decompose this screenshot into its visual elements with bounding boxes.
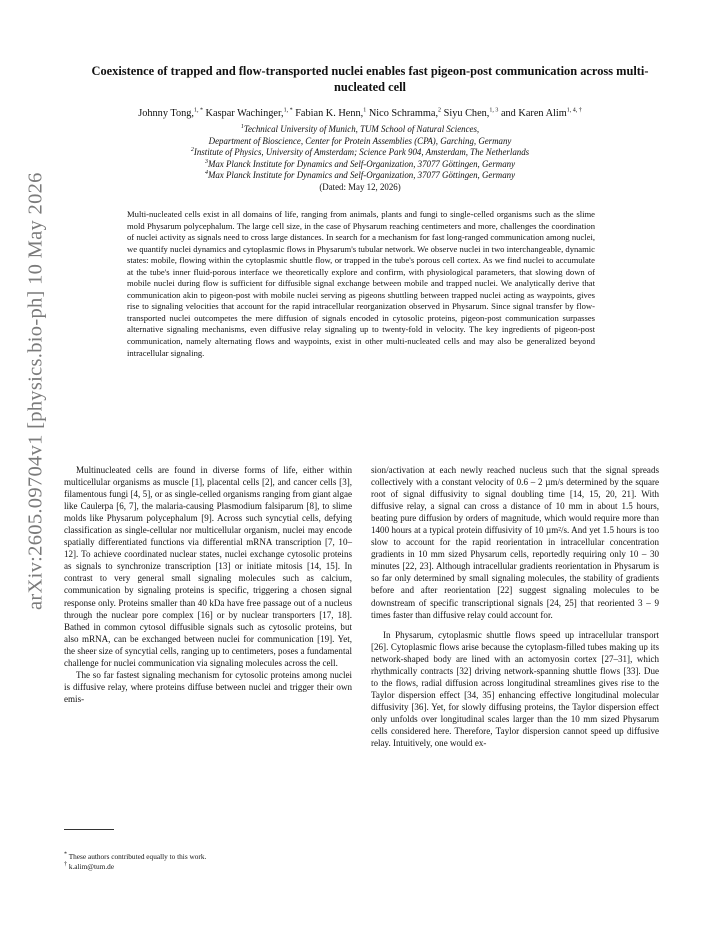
author: Siyu Chen,$^{1, 3}$ — [443, 107, 499, 119]
author-list — [60, 107, 660, 121]
abstract: Multi-nucleated cells exist in all domains of life, ranging from animals, plants and fungi to single-celled organisms such as the slime mold Physarum polycephalum. The large cell size, in the case of Physarum reaching centimeters and more, challenges the coordination of nuclei activity as signals need to cross large distances. In search for a mechanism for fast long-ranged communication among nuclei, we quantify nuclei dynamics and cytoplasmic flows in Physarum's tubular network. We observe nuclei in two interchangeable, dynamic states: mobile, flowing within the cytoplasmic shuttle flow, or trapped in the tube's porous cell cortex. As we find nuclei to accumulate at the tube's inner fluid-porous interface we theoretically explore and confirm, with physiological parameters, that slowing down of mobile nuclei during flow is sufficient for diffusible signal exchange between mobile and trapped nuclei. We analytically derive that communication akin to pigeon-post with mobile nuclei serving as pigeons shuttling between trapped nuclei acting as waypoints, gives rise to signaling velocities that account for the rapid intracellular reorganization observed in Physarum. Since signal transfer by flow-transported nuclei outcompetes the mere diffusion of signals encoded in cytosolic proteins, pigeon-post communication surpasses alternative signaling mechanisms, even diffusive relay signaling up to twenty-fold in velocity. The key ingredients of pigeon-post communication, namely alternating flows and waypoints, exist in other multi-nucleated cells and may also be generalized beyond intracellular signaling. — [127, 209, 595, 358]
affiliation: $^1$Technical University of Munich, TUM School of Natural Sciences, — [240, 124, 480, 134]
body-column-right — [371, 464, 659, 749]
author: and Karen Alim$^{1, 4, \dagger}$ — [500, 107, 582, 119]
body-column-left — [64, 464, 352, 844]
footnote-rule — [64, 829, 114, 830]
paper-title: Coexistence of trapped and flow-transported nuclei enables fast pigeon-post communication across multi-nucleated cell — [91, 64, 649, 94]
author: Johnny Tong,$^{1, *}$ — [138, 107, 203, 119]
affiliation: $^4$Max Planck Institute for Dynamics and Self-Organization, 37077 Göttingen, Germany — [204, 170, 516, 181]
body-paragraph: The so far fastest signaling mechanism for cytosolic proteins among nuclei is diffusive relay, where proteins diffuse between nuclei and trigger their own emis- — [64, 669, 352, 704]
footnotes — [64, 852, 352, 873]
author: Nico Schramma,$^2$ — [368, 107, 442, 119]
dated-line: (Dated: May 12, 2026) — [319, 181, 401, 192]
affiliation: $^2$Institute of Physics, University of Amsterdam; Science Park 904, Amsterdam, The Netherlands — [190, 147, 530, 158]
arxiv-side-label: arXiv:2605.09704v1 [physics.bio-ph] 10 May 2026 — [24, 172, 47, 610]
author: Kaspar Wachinger,$^{1, *}$ — [205, 107, 293, 119]
author: Fabian K. Henn,$^1$ — [295, 107, 367, 119]
affiliation: Department of Bioscience, Center for Protein Assemblies (CPA), Garching, Germany — [208, 135, 512, 146]
footnote: † k.alim@tum.de — [64, 861, 115, 872]
body-paragraph: Multinucleated cells are found in diverse forms of life, either within multicellular organisms as muscle [1], placental cells [2], and cancer cells [3], filamentous fungi [4, 5], or as single-celled organisms ranging from giant algae like Caulerpa [6, 7], the malaria-causing Plasmodium falsiparum [8], to slime molds like Physarum polycephalum [9]. Across such syncytial cells, defying classification as single-cellular nor multicellular organism, nuclei may encode spatially differentiated functions via differential mRNA transcription [7, 10–12]. To achieve coordinated nuclear states, nuclei exchange cytosolic proteins as signals to synchronize transcription [13] or initiate mitosis [14, 15]. In contrast to very general small signaling molecules such as calcium, communication by signaling proteins is specific, triggering a chosen signal response only. Proteins smaller than 40 kDa have free passage out of a nucleus through the nuclear pore complex [16] or by nuclear transporters [17, 18]. Bathed in common cytosol diffusible signals such as cytosolic proteins, but also mRNA, can be exchanged between nuclei for communication [19]. Yet, the sheer size of syncytial cells, ranging up to centimeters, poses a fundamental challenge for nuclei communication via signaling molecules across the cell. — [64, 465, 352, 668]
body-paragraph: In Physarum, cytoplasmic shuttle flows speed up intracellular transport [26]. Cytoplasmic flows arise because the cytoplasm-filled tubes making up its network-shaped body are lined with an actomyosin cortex [27–31], which rhythmically contracts [32] driving network-spanning shuttle flows [33]. Due to the flows, radial diffusion across longitudinal streamlines gives rise to the Taylor dispersion effect [34, 35] enhancing effective longitudinal molecular diffusivity [36]. Yet, for slowly diffusing proteins, the Taylor dispersion effect only unfolds over longitudinal scales larger than the 10 mm sized Physarum cells considered here. Therefore, Taylor dispersion cannot speed up diffusive relay. Intuitively, one would ex- — [371, 629, 659, 749]
affiliation: $^3$Max Planck Institute for Dynamics and Self-Organization, 37077 Göttingen, Germany — [204, 158, 516, 169]
footnote: * These authors contributed equally to this work. — [64, 851, 207, 861]
affiliation-list — [60, 124, 660, 194]
body-paragraph: sion/activation at each newly reached nucleus such that the signal spreads collectively with a constant velocity of 0.6 – 2 µm/s determined by the square root of signal diffusivity to signal doubling time [14, 15, 20, 21]. With diffusive relay, a signal can cross a distance of 10 mm in about 1.5 hours, beating pure diffusion by orders of magnitude, which would require more than 1400 hours at a typical protein diffusivity of 10 µm²/s. And yet 1.5 hours is too slow to account for the rapid reorientation in intracellular concentration gradients in 10 mm sized Physarum cells, reportedly requiring only 10 – 30 minutes [22, 23]. Although intracellular gradients reorientation in Physarum is so far only determined by small signaling molecules, the stability of gradients before and after reorientation [22] suggest signaling molecules to be downstream of specific transcriptional signals [24, 25] that reoriented 3 – 9 times faster than diffusive relay could account for. — [371, 465, 659, 620]
